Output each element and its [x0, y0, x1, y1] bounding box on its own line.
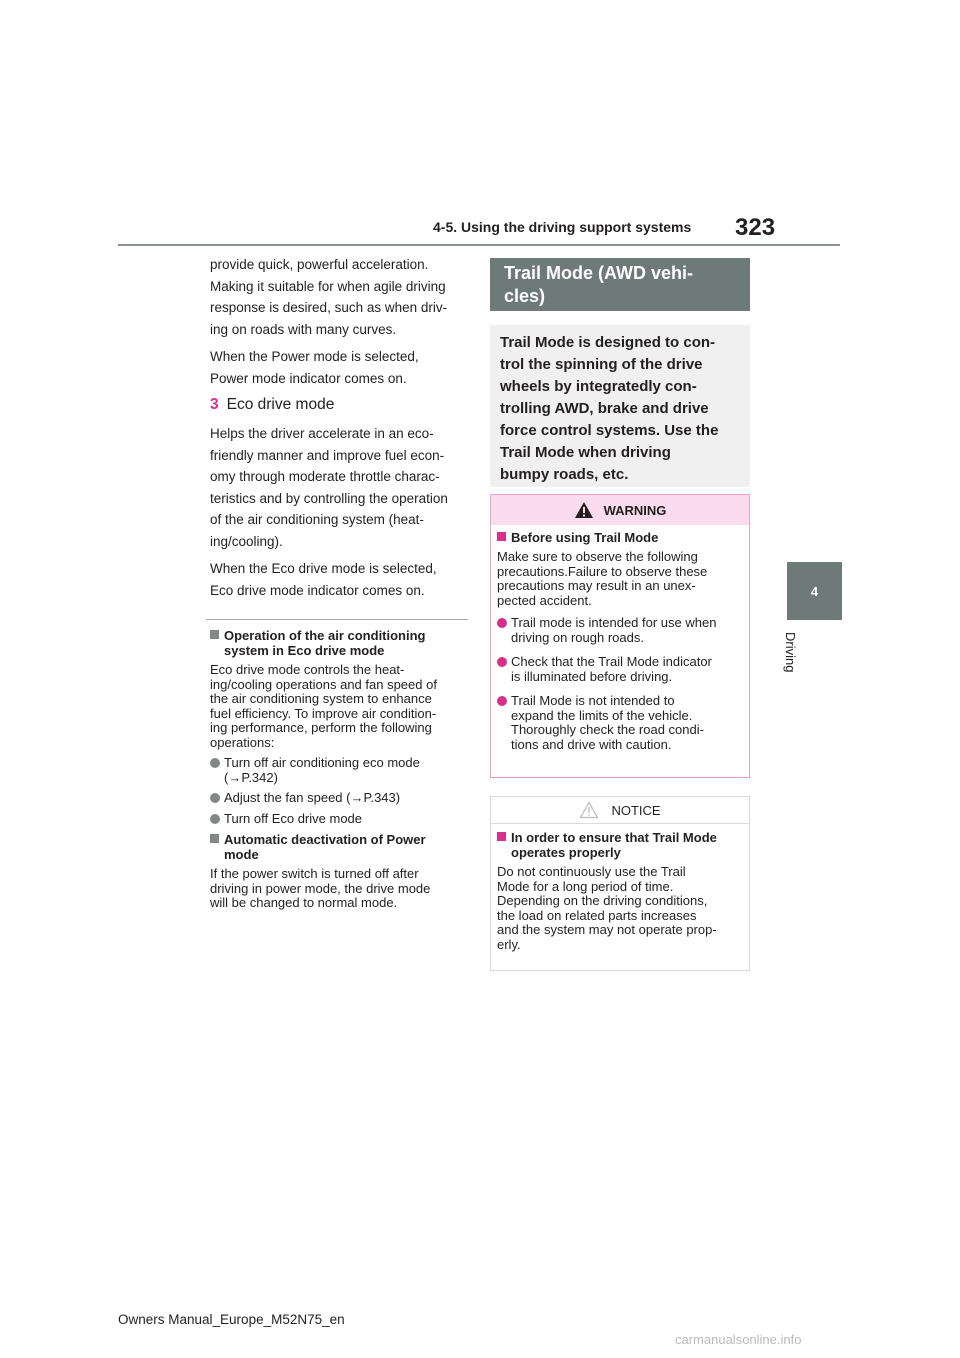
notice-header [491, 797, 749, 824]
warning-label: WARNING [603, 502, 667, 518]
square-bullet-icon [497, 532, 506, 541]
text-line: of the air conditioning system (heat- [210, 512, 424, 527]
text-line: teristics and by controlling the operation [210, 490, 448, 506]
text-line: Do not continuously use the Trail [497, 864, 686, 879]
manual-id: Owners Manual_Europe_M52N75_en [118, 1312, 345, 1327]
list-item [497, 694, 744, 752]
square-bullet-icon [210, 630, 219, 639]
text-line: wheels by integratedly con- [500, 378, 697, 395]
text-line: Check that the Trail Mode indicator [511, 654, 712, 669]
list-item [210, 812, 472, 827]
section-title: 4-5. Using the driving support systems [433, 219, 692, 235]
page-number: 323 [735, 214, 776, 241]
text-line: Turn off Eco drive mode [224, 810, 363, 826]
text-line: Trail Mode (AWD vehi- [504, 263, 694, 283]
note-heading-ac-eco [210, 628, 472, 658]
text-line: Making it suitable for when agile driving [210, 278, 446, 294]
paragraph-power-indicator [210, 346, 472, 389]
list-item [497, 616, 744, 645]
subheading-title: Eco drive mode [226, 396, 335, 413]
notice-triangle-icon [579, 801, 599, 819]
notice-text [497, 865, 744, 952]
text-line: Make sure to observe the following [497, 549, 698, 564]
chapter-label: Driving [783, 632, 798, 673]
page-reference[interactable]: (→P.342) [224, 769, 278, 785]
text-line: friendly manner and improve fuel econ- [210, 447, 445, 463]
square-bullet-icon [210, 834, 219, 843]
text-line: driving in power mode, the drive mode [210, 880, 431, 896]
text-line: response is desired, such as when driv- [210, 300, 448, 315]
watermark[interactable]: carmanualsonline.info [675, 1332, 802, 1347]
paragraph-power-mode [210, 254, 472, 340]
text-line: trolling AWD, brake and drive [500, 400, 709, 417]
paragraph-eco-indicator [210, 558, 472, 601]
notes-divider [206, 619, 468, 620]
text-line: Eco drive mode controls the heat- [210, 662, 405, 677]
text-line: mode [224, 847, 259, 862]
text-line: expand the limits of the vehicle. [511, 707, 693, 723]
trail-mode-intro [490, 325, 750, 487]
text-line: Trail mode is intended for use when [511, 615, 717, 630]
left-column [210, 254, 472, 917]
text-line: fuel efficiency. To improve air condition- [210, 705, 437, 721]
chapter-tab [787, 562, 842, 620]
text-line: Operation of the air conditioning [224, 628, 426, 643]
warning-box [490, 494, 750, 778]
text-line: operations: [210, 734, 275, 750]
text-line: force control systems. Use the [500, 422, 719, 439]
notice-heading [497, 830, 744, 860]
bullet-dot-icon [210, 814, 220, 824]
text-line: tions and drive with caution. [511, 736, 672, 752]
subheading-number: 3 [210, 396, 219, 413]
text-line: When the Eco drive mode is selected, [210, 561, 437, 576]
chapter-number: 4 [810, 583, 819, 599]
list-item [210, 791, 472, 806]
notice-label: NOTICE [611, 802, 661, 818]
text-line: Automatic deactivation of Power [224, 832, 426, 847]
bullet-dot-icon [497, 696, 507, 706]
text-line: driving on rough roads. [511, 629, 644, 645]
text-line: Eco drive mode indicator comes on. [210, 582, 425, 598]
text-line: ing/cooling operations and fan speed of [210, 676, 437, 692]
text-line: system in Eco drive mode [224, 643, 385, 658]
text-line: Power mode indicator comes on. [210, 370, 407, 386]
subheading-eco-drive [210, 395, 472, 415]
bullet-dot-icon [210, 793, 220, 803]
text-line: and the system may not operate prop- [497, 922, 717, 937]
text-line: ing performance, perform the following [210, 720, 432, 735]
text-line: precautions.Failure to observe these [497, 563, 708, 579]
bullet-dot-icon [497, 618, 507, 628]
text-line: ing on roads with many curves. [210, 321, 397, 337]
text-line: erly. [497, 936, 521, 952]
warning-header [491, 495, 749, 525]
text-line: the load on related parts increases [497, 907, 697, 923]
text-line: omy through moderate throttle charac- [210, 469, 440, 484]
text-line: In order to ensure that Trail Mode [511, 830, 717, 845]
text-line: precautions may result in an unex- [497, 578, 696, 593]
text-line: Before using Trail Mode [511, 530, 659, 545]
text-line: If the power switch is turned off after [210, 866, 419, 881]
trail-mode-heading [490, 258, 750, 311]
warning-text [497, 550, 744, 608]
text-line: Helps the driver accelerate in an eco- [210, 426, 434, 441]
text-line: When the Power mode is selected, [210, 349, 419, 364]
text-line: bumpy roads, etc. [500, 466, 629, 483]
page-reference[interactable]: Adjust the fan speed (→P.343) [224, 790, 401, 805]
bullet-dot-icon [497, 657, 507, 667]
note-text-power-deactivation [210, 867, 472, 911]
text-line: pected accident. [497, 592, 592, 608]
text-line: trol the spinning of the drive [500, 356, 703, 373]
note-text-ac-eco [210, 663, 472, 750]
text-line: operates properly [511, 845, 621, 860]
notice-box [490, 796, 750, 971]
square-bullet-icon [497, 832, 506, 841]
text-line: Mode for a long period of time. [497, 878, 674, 894]
text-line: Trail Mode when driving [500, 444, 671, 461]
paragraph-eco-drive [210, 423, 472, 552]
list-item [210, 756, 472, 785]
warning-triangle-icon [574, 501, 594, 519]
list-item [497, 655, 744, 684]
text-line: is illuminated before driving. [511, 668, 673, 684]
text-line: the air conditioning system to enhance [210, 691, 432, 706]
note-heading-power-deactivation [210, 832, 472, 862]
bullet-dot-icon [210, 758, 220, 768]
text-line: Thoroughly check the road condi- [511, 722, 704, 737]
text-line: ing/cooling). [210, 533, 283, 549]
text-line: Depending on the driving conditions, [497, 893, 708, 908]
text-line: Trail Mode is not intended to [511, 693, 675, 708]
text-line: Trail Mode is designed to con- [500, 334, 716, 351]
text-line: provide quick, powerful acceleration. [210, 257, 429, 272]
text-line: will be changed to normal mode. [210, 895, 398, 910]
header-divider [118, 244, 840, 246]
text-line: cles) [504, 286, 546, 306]
warning-heading [497, 530, 744, 545]
text-line: Turn off air conditioning eco mode [224, 755, 420, 770]
